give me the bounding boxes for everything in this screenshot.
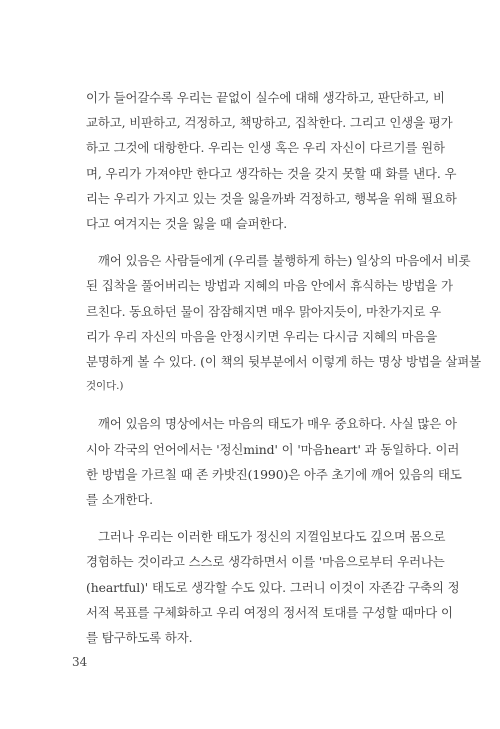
- text-line: 이가 들어갈수록 우리는 끝없이 실수에 대해 생각하고, 판단하고, 비: [86, 90, 445, 105]
- text-line: 된 집착을 풀어버리는 방법과 지혜의 마음 안에서 휴식하는 방법을 가: [86, 278, 453, 294]
- text-line: 것이다.): [86, 380, 124, 393]
- text-line: 며, 우리가 가져야만 한다고 생각하는 것을 갖지 못할 때 화를 낸다. 우: [86, 165, 457, 181]
- text-line: 서적 목표를 구체화하고 우리 여정의 정서적 토대를 구성할 때마다 이: [86, 604, 453, 620]
- text-line: 다고 여겨지는 것을 잃을 때 슬퍼한다.: [86, 216, 288, 232]
- text-line: 한 방법을 가르칠 때 존 카밧진(1990)은 아주 초기에 깨어 있음의 태도: [86, 466, 462, 482]
- text-line: 를 탐구하도록 하자.: [86, 630, 193, 646]
- text-line: 깨어 있음은 사람들에게 (우리를 불행하게 하는) 일상의 마음에서 비롯: [98, 253, 471, 269]
- text-line: 리가 우리 자신의 마음을 안정시키면 우리는 다시금 지혜의 마음을: [86, 328, 438, 344]
- text-line: 깨어 있음의 명상에서는 마음의 태도가 매우 중요하다. 사실 많은 아: [98, 416, 457, 432]
- paragraph-1: [86, 85, 457, 236]
- text-line: 리는 우리가 가지고 있는 것을 잃을까봐 걱정하고, 행복을 위해 필요하: [86, 190, 457, 206]
- paragraph-3: [86, 411, 462, 512]
- text-line: 그러나 우리는 이러한 태도가 정신의 지껄임보다도 깊으며 몸으로: [98, 529, 446, 545]
- text-line: 를 소개한다.: [86, 492, 154, 508]
- text-line: (heartful)' 태도로 생각할 수도 있다. 그러니 이것이 자존감 구축의 정: [86, 579, 460, 595]
- text-line: 시아 각국의 언어에서는 '정신mind' 이 '마음heart' 과 동일하다. 이러: [86, 441, 460, 457]
- body-text: [86, 85, 482, 662]
- paragraph-4: [86, 524, 460, 650]
- text-line: 분명하게 볼 수 있다. (이 책의 뒷부분에서 이렇게 하는 명상 방법을 살펴볼: [86, 354, 482, 370]
- text-line: 르친다. 동요하던 물이 잠잠해지면 매우 맑아지듯이, 마찬가지로 우: [86, 303, 442, 319]
- text-line: 경험하는 것이라고 스스로 생각하면서 이를 '마음으로부터 우러나는: [86, 554, 445, 570]
- page-number: 34: [72, 655, 88, 669]
- text-line: 교하고, 비판하고, 걱정하고, 책망하고, 집착한다. 그리고 인생을 평가: [86, 115, 453, 131]
- paragraph-2: [86, 248, 482, 399]
- text-line: 하고 그것에 대항한다. 우리는 인생 혹은 우리 자신이 다르기를 원하: [86, 140, 445, 156]
